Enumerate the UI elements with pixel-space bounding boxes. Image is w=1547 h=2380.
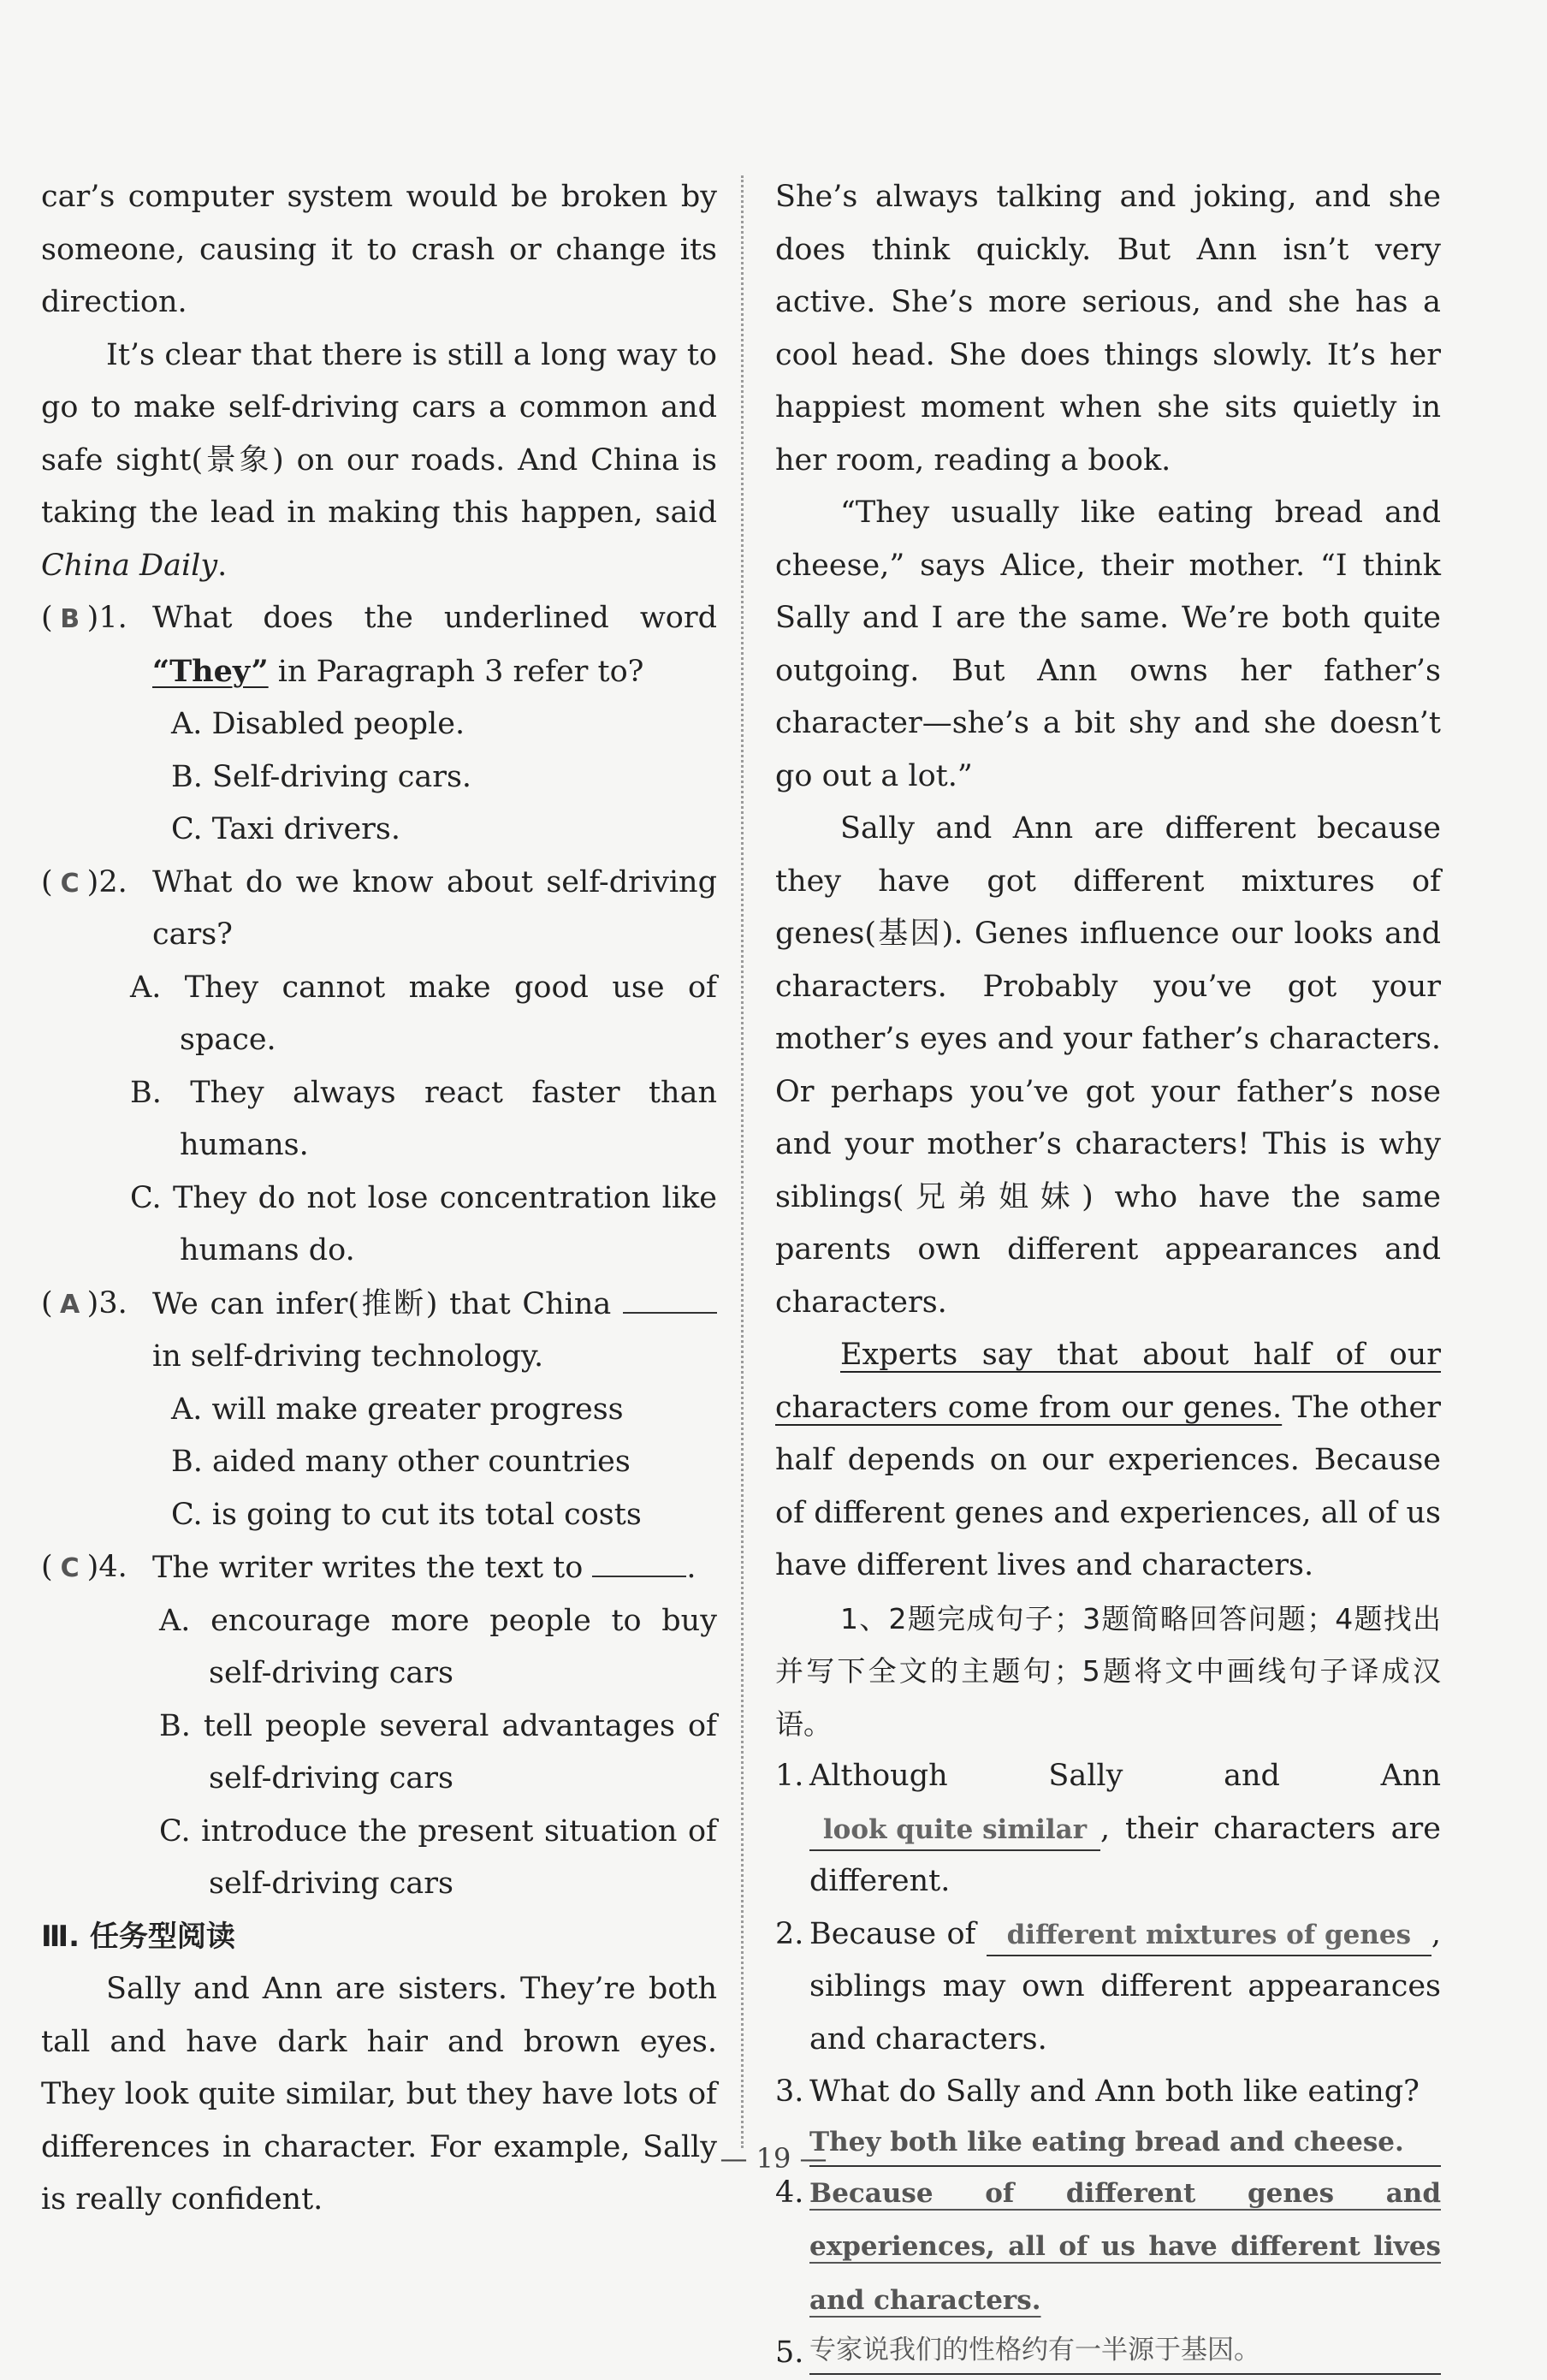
question-number-4: 4. [98, 1550, 127, 1584]
blank-line [592, 1541, 686, 1577]
passage-paragraph-4 [775, 1329, 1441, 1593]
q1-option-b: B. Self-driving cars. [171, 759, 472, 794]
q4-option-c [41, 1806, 717, 1911]
answer-1: B [60, 604, 80, 634]
q4-option-b [41, 1700, 717, 1806]
question-2 [41, 857, 717, 962]
task-1-answer: look quite similar [809, 1810, 1100, 1851]
answer-3: A [60, 1289, 80, 1320]
passage-paragraph-1-cont: She’s always talking and joking, and she does think quickly. But Ann isn’t very active. She’s more serious, and she has a cool head. She does things slowly. It’s her happiest moment when she sits quietly in her room, reading a book. [775, 180, 1441, 478]
task-1-after: , their characters are different. [809, 1811, 1441, 1898]
q4-text-before: The writer writes the text to [152, 1551, 593, 1585]
task-number-4: 4. [775, 2175, 804, 2210]
task-5 [775, 2327, 1441, 2380]
question-3-text [152, 1278, 717, 1384]
q1-option-c: C. Taxi drivers. [171, 812, 400, 846]
q2-option-c-text: C. They do not lose concentration like humans do. [130, 1180, 717, 1267]
task-number-5: 5. [775, 2335, 804, 2370]
answer-slot-4: ( C )4. [41, 1541, 152, 1595]
q4-text-after: . [686, 1551, 696, 1585]
underlined-sentence: Experts say that about half of our characters come from our genes. [775, 1338, 1441, 1425]
question-1 [41, 592, 717, 698]
question-4 [41, 1541, 717, 1595]
question-2-text: What do we know about self-driving cars? [152, 864, 717, 952]
left-paragraph-2 [41, 329, 717, 593]
task-3-question: What do Sally and Ann both like eating? [809, 2074, 1420, 2109]
task-2-answer: different mixtures of genes [987, 1915, 1431, 1956]
task-2-after: , siblings may own different appearances and characters. [809, 1916, 1441, 2057]
passage-paragraph-2: “They usually like eating bread and cheese,” says Alice, their mother. “I think Sally and I are the same. We’re both quite outgoing. But Ann owns her father’s character—she’s a bit shy and she doesn’t go out a lot.” [775, 496, 1441, 793]
left-paragraph-2-text: It’s clear that there is still a long way to go to make self-driving cars a common and safe sight(景象) on our roads. And China is taking the lead in making this happen, said [41, 337, 717, 530]
task-number-3: 3. [775, 2074, 804, 2109]
task-1-before: Although Sally and Ann [809, 1759, 1441, 1793]
answer-slot-1: ( B )1. [41, 592, 152, 698]
task-4 [775, 2167, 1441, 2328]
source-name: China Daily [41, 548, 218, 583]
question-number-2: 2. [98, 864, 127, 899]
left-paragraph-1: car’s computer system would be broken by someone, causing it to crash or change its direction. [41, 180, 717, 319]
task-2 [775, 1908, 1441, 2067]
passage-paragraph-4-rest: The other half depends on our experiences. Because of different genes and experiences, all of us have different lives and characters. [775, 1390, 1441, 1582]
task-4-answer: Because of different genes and experiences, all of us have different lives and characters. [809, 2177, 1441, 2316]
question-number-3: 3. [98, 1285, 127, 1321]
q1-text-after: in Paragraph 3 refer to? [268, 654, 644, 689]
task-1 [775, 1750, 1441, 1908]
blank-line [623, 1278, 717, 1314]
q2-option-c [41, 1172, 717, 1278]
answer-4: C [60, 1553, 80, 1583]
underlined-word: “They” [152, 653, 269, 689]
task-4-body [809, 2167, 1441, 2328]
q4-option-c-text: C. introduce the present situation of self-driving cars [159, 1813, 717, 1901]
section-title: Ⅲ. 任务型阅读 [41, 1919, 235, 1954]
q3-option-c: C. is going to cut its total costs [171, 1497, 642, 1532]
q3-option-b: B. aided many other countries [171, 1445, 631, 1479]
page-number: — 19 — [720, 2142, 827, 2175]
question-number-1: 1. [98, 601, 127, 635]
q2-option-b [41, 1067, 717, 1172]
q3-text-before: We can infer(推断) that China [152, 1286, 623, 1321]
task-3-answer: They both like eating bread and cheese. [809, 2119, 1441, 2167]
q4-option-b-text: B. tell people several advantages of self-driving cars [159, 1708, 717, 1795]
passage-paragraph-1: Sally and Ann are sisters. They’re both tall and have dark hair and brown eyes. They look quite similar, but they have lots of differences in character. For example, Sally is really confident. [41, 1972, 717, 2217]
question-1-text [152, 592, 717, 698]
answer-2: C [60, 868, 80, 899]
question-3 [41, 1278, 717, 1384]
task-1-body [809, 1750, 1441, 1908]
task-2-body [809, 1908, 1441, 2067]
passage-paragraph-3: Sally and Ann are different because they have got different mixtures of genes(基因). Genes influence our looks and characters. Probably you’ve got your mother’s eyes and your father’s characters. Or perhaps you’ve got your father’s nose and your mother’s characters! This is why siblings(兄弟姐妹) who have the same parents own different appearances and characters. [775, 811, 1441, 1320]
column-divider [741, 175, 744, 2148]
task-5-body [809, 2327, 1441, 2380]
question-4-text [152, 1541, 717, 1595]
task-number-1: 1. [775, 1759, 804, 1793]
left-column [41, 171, 717, 2227]
q1-option-a: A. Disabled people. [171, 707, 465, 741]
task-2-before: Because of [809, 1916, 987, 1951]
left-paragraph-2-end: . [217, 548, 228, 583]
right-column [775, 171, 1441, 2380]
q2-option-a [41, 962, 717, 1067]
q3-option-a: A. will make greater progress [171, 1392, 624, 1427]
answer-slot-2: ( C )2. [41, 857, 152, 962]
q3-text-after: in self-driving technology. [152, 1339, 544, 1374]
q2-option-a-text: A. They cannot make good use of space. [130, 970, 717, 1057]
q4-option-a-text: A. encourage more people to buy self-driving cars [159, 1603, 717, 1690]
q4-option-a [41, 1595, 717, 1700]
answer-slot-3: ( A )3. [41, 1278, 152, 1384]
q1-text-before: What does the underlined word [152, 601, 717, 635]
task-number-2: 2. [775, 1916, 804, 1951]
task-5-answer: 专家说我们的性格约有一半源于基因。 [809, 2327, 1441, 2375]
q2-option-b-text: B. They always react faster than humans. [130, 1075, 717, 1162]
task-instructions: 1、2题完成句子；3题简略回答问题；4题找出并写下全文的主题句；5题将文中画线句子译成汉语。 [775, 1601, 1441, 1741]
